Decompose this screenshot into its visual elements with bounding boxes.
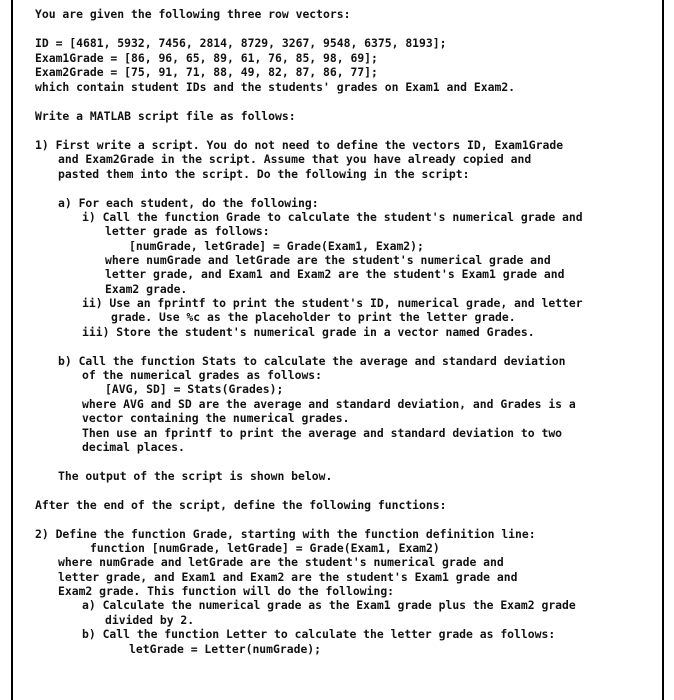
part1ai-line-3: where numGrade and letGrade are the student's numerical grade and	[105, 253, 551, 267]
part1b-line-1: b) Call the function Stats to calculate the average and standard deviation	[58, 354, 566, 368]
part1b-line-3: where AVG and SD are the average and standard deviation, and Grades is a	[82, 397, 576, 411]
grade-call-code: [numGrade, letGrade] = Grade(Exam1, Exam2);	[129, 239, 424, 253]
part1aiii-line-1: iii) Store the student's numerical grade in a vector named Grades.	[82, 325, 535, 339]
part1a-heading: a) For each student, do the following:	[58, 196, 319, 210]
write-script-line: Write a MATLAB script file as follows:	[35, 109, 296, 123]
stats-call-code: [AVG, SD] = Stats(Grades);	[105, 382, 284, 396]
part1b-line-5: Then use an fprintf to print the average and standard deviation to two	[82, 426, 563, 440]
part2a-line-2: divided by 2.	[105, 613, 195, 627]
part1b-line-2: of the numerical grades as follows:	[82, 368, 323, 382]
intro-text: You are given the following three row vectors:	[35, 7, 351, 21]
exam2-vector-line: Exam2Grade = [75, 91, 71, 88, 49, 82, 87, 86, 77];	[35, 65, 378, 79]
part2a-line-1: a) Calculate the numerical grade as the Exam1 grade plus the Exam2 grade	[82, 598, 576, 612]
right-border	[662, 0, 664, 700]
part1-line-3: pasted them into the script. Do the following in the script:	[58, 167, 470, 181]
part1ai-line-1: i) Call the function Grade to calculate the student's numerical grade and	[82, 210, 583, 224]
part1ai-line-5: Exam2 grade.	[105, 282, 188, 296]
part2-line-3: letter grade, and Exam1 and Exam2 are the student's Exam1 grade and	[58, 570, 518, 584]
part1-line-2: and Exam2Grade in the script. Assume that you have already copied and	[58, 152, 532, 166]
exam1-vector-line: Exam1Grade = [86, 96, 65, 89, 61, 76, 85, 98, 69];	[35, 51, 378, 65]
part2b-line-1: b) Call the function Letter to calculate the letter grade as follows:	[82, 627, 556, 641]
part1b-line-4: vector containing the numerical grades.	[82, 411, 350, 425]
grade-function-definition: function [numGrade, letGrade] = Grade(Exam1, Exam2)	[90, 541, 440, 555]
part1ai-line-2: letter grade as follows:	[105, 224, 270, 238]
contain-line: which contain student IDs and the students' grades on Exam1 and Exam2.	[35, 80, 516, 94]
part2-line-4: Exam2 grade. This function will do the following:	[58, 584, 395, 598]
part2-line-2: where numGrade and letGrade are the student's numerical grade and	[58, 555, 504, 569]
part1aii-line-2: grade. Use %c as the placeholder to print the letter grade.	[111, 310, 516, 324]
output-note: The output of the script is shown below.	[58, 469, 333, 483]
part1-line-1: 1) First write a script. You do not need to define the vectors ID, Exam1Grade	[35, 138, 564, 152]
part1ai-line-4: letter grade, and Exam1 and Exam2 are the student's Exam1 grade and	[105, 267, 565, 281]
id-vector-line: ID = [4681, 5932, 7456, 2814, 8729, 3267, 9548, 6375, 8193];	[35, 36, 447, 50]
part1b-line-6: decimal places.	[82, 440, 185, 454]
left-border	[11, 0, 13, 700]
letter-call-code: letGrade = Letter(numGrade);	[129, 642, 322, 656]
part1aii-line-1: ii) Use an fprintf to print the student's ID, numerical grade, and letter	[82, 296, 583, 310]
after-script-line: After the end of the script, define the following functions:	[35, 498, 447, 512]
part2-line-1: 2) Define the function Grade, starting with the function definition line:	[35, 527, 536, 541]
